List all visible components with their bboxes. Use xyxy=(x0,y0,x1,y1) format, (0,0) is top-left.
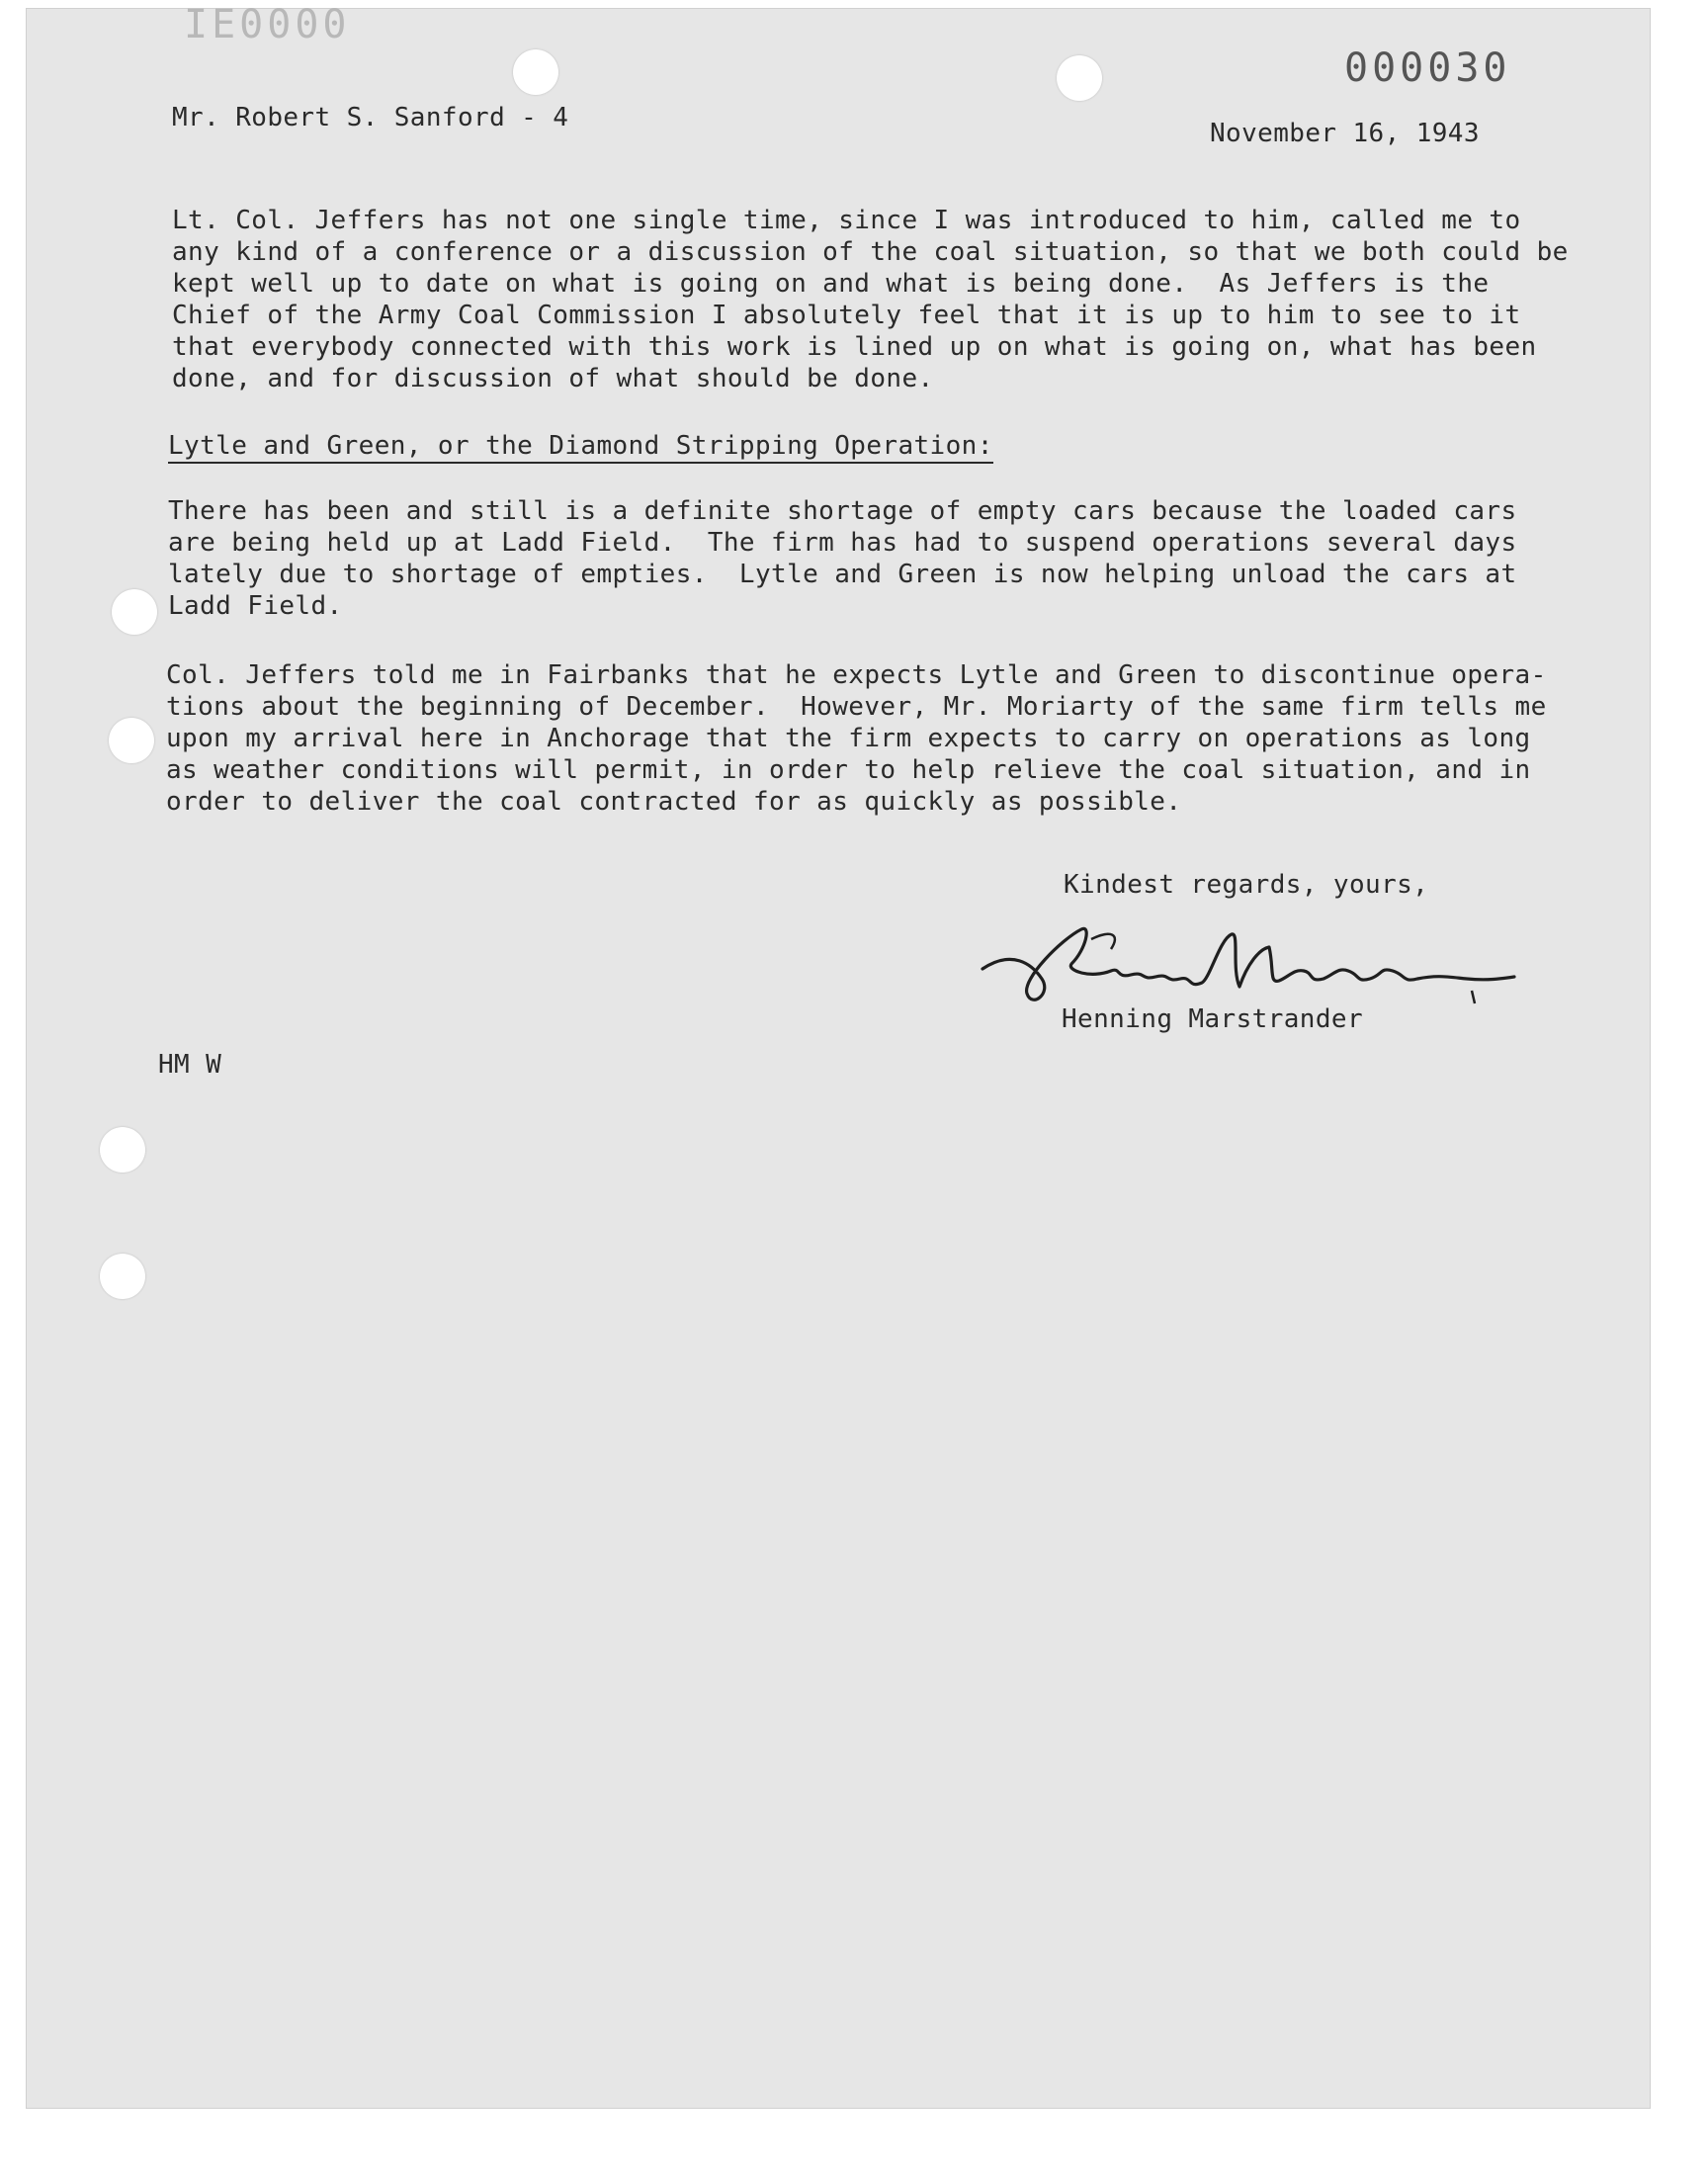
punch-hole xyxy=(1057,55,1102,101)
typist-initials: HM W xyxy=(158,1050,222,1080)
text-line: lately due to shortage of empties. Lytle and Green is now helping unload the cars at xyxy=(168,560,1517,589)
text-line: as weather conditions will permit, in order to help relieve the coal situation, and in xyxy=(166,755,1531,785)
punch-hole xyxy=(109,718,154,763)
punch-hole xyxy=(100,1127,145,1173)
section-heading: Lytle and Green, or the Diamond Stripping Operation: xyxy=(168,431,993,464)
text-line: kept well up to date on what is going on and what is being done. As Jeffers is the xyxy=(172,269,1490,299)
text-line: There has been and still is a definite shortage of empty cars because the loaded cars xyxy=(168,496,1517,526)
stamped-page-number: 000030 xyxy=(1344,45,1511,91)
closing-salutation: Kindest regards, yours, xyxy=(1064,870,1429,900)
punch-hole xyxy=(100,1254,145,1299)
text-line: Ladd Field. xyxy=(168,591,343,621)
punch-hole xyxy=(513,49,558,95)
text-line: Chief of the Army Coal Commission I absolutely feel that it is up to him to see to it xyxy=(172,301,1521,330)
text-line: done, and for discussion of what should be done. xyxy=(172,364,934,393)
text-line: any kind of a conference or a discussion of the coal situation, so that we both could be xyxy=(172,237,1569,267)
text-line: Lt. Col. Jeffers has not one single time, since I was introduced to him, called me to xyxy=(172,206,1521,235)
text-line: are being held up at Ladd Field. The firm has had to suspend operations several days xyxy=(168,528,1517,558)
text-line: upon my arrival here in Anchorage that the firm expects to carry on operations as long xyxy=(166,724,1531,753)
letter-date: November 16, 1943 xyxy=(1210,119,1480,148)
punch-hole xyxy=(112,589,157,635)
addressee-line: Mr. Robert S. Sanford - 4 xyxy=(172,103,569,132)
text-line: tions about the beginning of December. However, Mr. Moriarty of the same firm tells me xyxy=(166,692,1547,722)
text-line: that everybody connected with this work is lined up on what is going on, what has been xyxy=(172,332,1537,362)
signer-name: Henning Marstrander xyxy=(1062,1004,1364,1034)
text-line: Col. Jeffers told me in Fairbanks that he expects Lytle and Green to discontinue opera- xyxy=(166,660,1547,690)
text-line: order to deliver the coal contracted for as quickly as possible. xyxy=(166,787,1182,817)
handwritten-signature xyxy=(973,910,1526,1018)
faded-page-number: IE0000 xyxy=(184,2,351,47)
